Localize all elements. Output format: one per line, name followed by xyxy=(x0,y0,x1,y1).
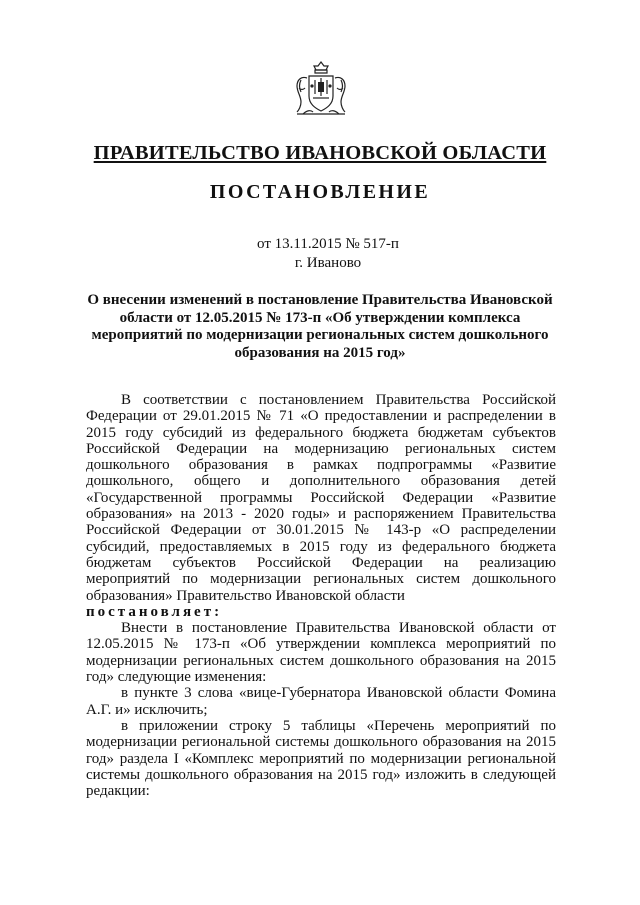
document-date-number: от 13.11.2015 № 517-п xyxy=(257,236,399,252)
document-type: ПОСТАНОВЛЕНИЕ xyxy=(209,181,431,203)
paragraph-1: Внести в постановление Правительства Ивановской области от 12.05.2015 № 173-п «Об утверждении комплекса мероприятий по модернизации региональных систем дошкольного образования на 2015 год» следующие изменения: xyxy=(86,620,556,686)
decree-word: постановляет: xyxy=(86,603,223,620)
preamble-paragraph: В соответствии с постановлением Правительства Российской Федерации от 29.01.2015 № 71 «О предоставлении и распределении в 2015 году субсидий из федерального бюджета бюджетам субъектов Российской Федерации на модернизацию региональных систем дошкольного образования в рамках подпрограммы «Развитие дошкольного, общего и дополнительного образования детей «Государственной программы Российской Федерации «Развитие образования» на 2013 - 2020 годы» и распоряжением Правительства Российской Федерации от 30.01.2015 № 143-р «О распределении субсидий, предоставляемых в 2015 году из федерального бюджета бюджетам субъектов Российской Федерации на реализацию мероприятий по модернизации региональных систем дошкольного образования» Правительство Ивановской области xyxy=(86,392,556,604)
organization-name: ПРАВИТЕЛЬСТВО ИВАНОВСКОЙ ОБЛАСТИ xyxy=(93,142,547,164)
document-body xyxy=(86,392,556,799)
document-city: г. Иваново xyxy=(294,255,362,271)
paragraph-2: в пункте 3 слова «вице-Губернатора Ивановской области Фомина А.Г. и» исключить; xyxy=(86,685,556,718)
coat-of-arms-icon xyxy=(289,58,353,122)
paragraph-3: в приложении строку 5 таблицы «Перечень мероприятий по модернизации региональной системы дошкольного образования на 2015 год» раздела I «Комплекс мероприятий по модернизации региональной системы дошкольного образования на 2015 год» изложить в следующей редакции: xyxy=(86,717,556,800)
document-title: О внесении изменений в постановление Правительства Ивановской области от 12.05.2015 № 173-п «Об утверждении комплекса мероприятий по модернизации региональных систем дошкольного образования на 2015 год» xyxy=(87,292,553,361)
